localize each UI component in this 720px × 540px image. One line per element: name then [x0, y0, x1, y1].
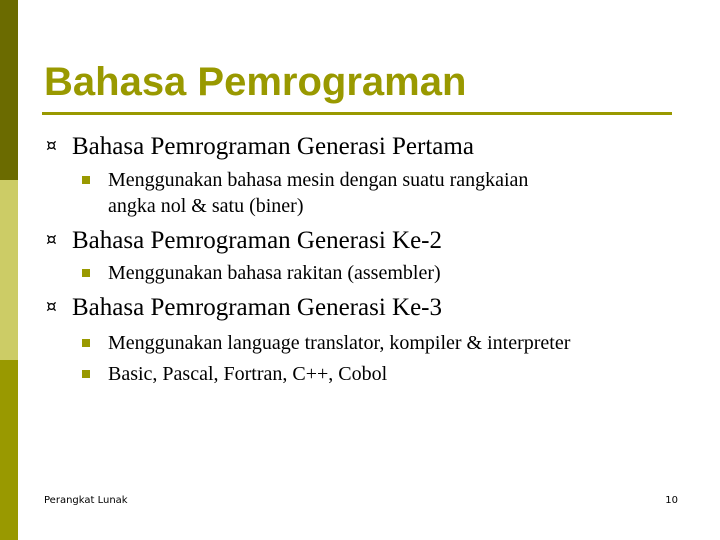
sidebar-block-light [0, 180, 18, 360]
title-underline [42, 112, 672, 115]
sidebar-block-medium [0, 360, 18, 540]
bullet-text-line: angka nol & satu (biner) [108, 195, 304, 217]
currency-sign-bullet-icon: ¤ [46, 136, 57, 156]
footer-label: Perangkat Lunak [44, 495, 128, 506]
page-number: 10 [665, 495, 678, 506]
bullet-heading: Bahasa Pemrograman Generasi Pertama [72, 133, 474, 160]
sidebar-block-dark [0, 0, 18, 180]
bullet-level1 [46, 131, 474, 162]
slide-title: Bahasa Pemrograman [44, 60, 467, 104]
bullet-text-line: Basic, Pascal, Fortran, C++, Cobol [108, 363, 388, 385]
square-bullet-icon [82, 269, 90, 277]
currency-sign-bullet-icon: ¤ [46, 297, 57, 317]
bullet-heading: Bahasa Pemrograman Generasi Ke-2 [72, 227, 442, 254]
currency-sign-bullet-icon: ¤ [46, 230, 57, 250]
bullet-text-line: Menggunakan bahasa mesin dengan suatu rangkaian [108, 169, 529, 191]
bullet-level1 [46, 292, 442, 323]
bullet-level1 [46, 225, 442, 256]
decorative-sidebar [0, 0, 18, 540]
bullet-text-line: Menggunakan language translator, kompiler & interpreter [108, 332, 571, 354]
square-bullet-icon [82, 370, 90, 378]
square-bullet-icon [82, 339, 90, 347]
bullet-heading: Bahasa Pemrograman Generasi Ke-3 [72, 294, 442, 321]
bullet-text-line: Menggunakan bahasa rakitan (assembler) [108, 262, 441, 284]
square-bullet-icon [82, 176, 90, 184]
